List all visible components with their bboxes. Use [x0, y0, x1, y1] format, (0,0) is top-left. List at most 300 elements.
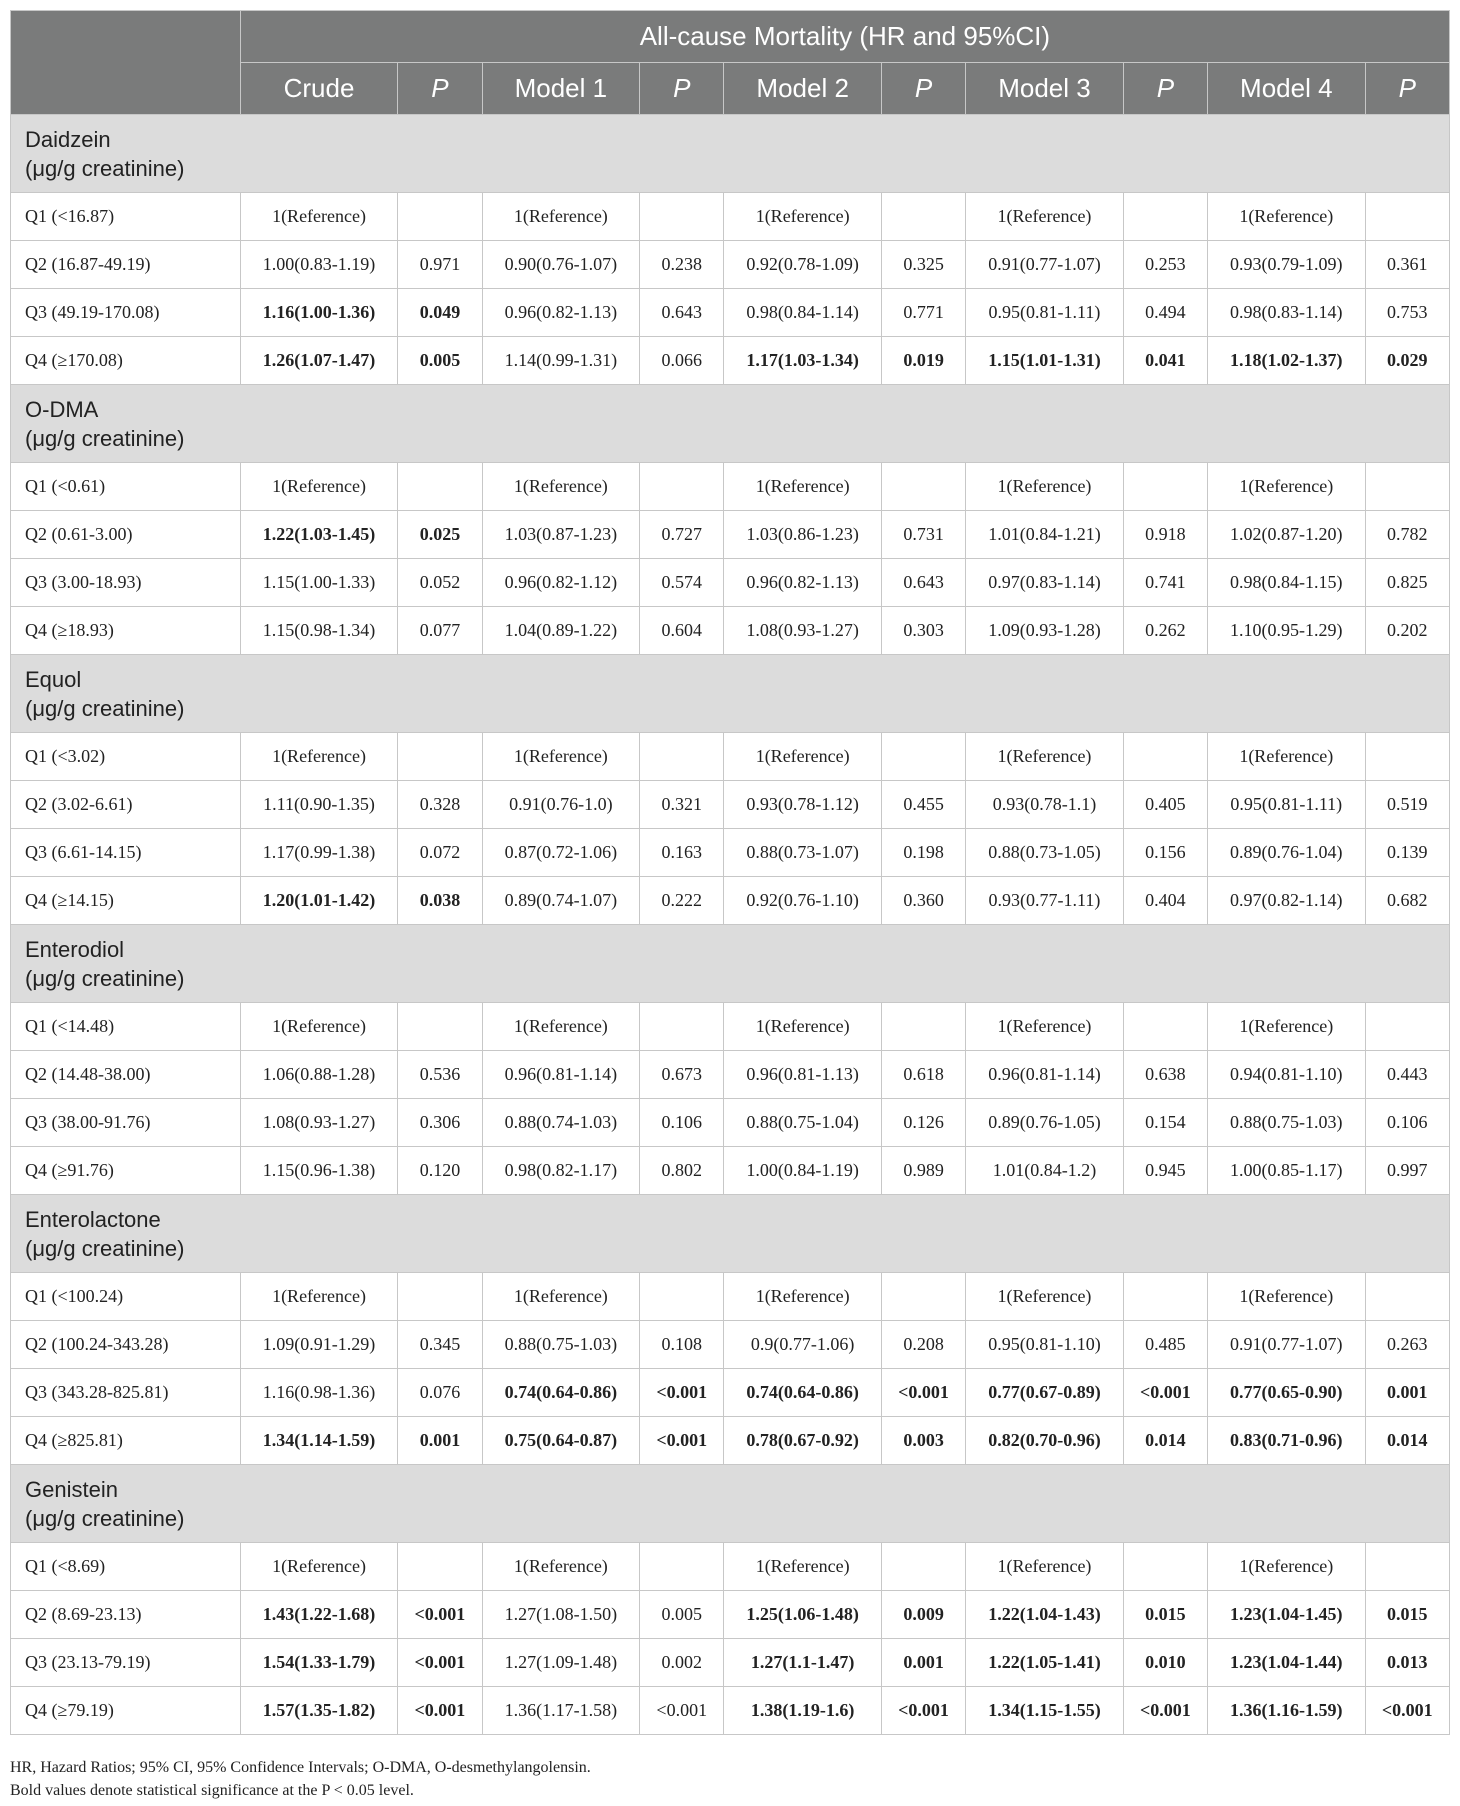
p-value-cell: 0.328 [398, 781, 482, 829]
table-row [11, 193, 1450, 241]
quartile-label: Q4 (≥18.93) [11, 607, 241, 655]
quartile-label: Q2 (0.61-3.00) [11, 511, 241, 559]
p-value-cell: 0.009 [881, 1591, 965, 1639]
quartile-label: Q1 (<14.48) [11, 1003, 241, 1051]
table-container [10, 10, 1450, 1735]
p-value-cell: 0.106 [640, 1099, 724, 1147]
p-value-cell: 0.306 [398, 1099, 482, 1147]
hr-ci-cell: 0.95(0.81-1.11) [966, 289, 1124, 337]
p-value-cell: 0.753 [1365, 289, 1449, 337]
p-value-cell: 0.253 [1123, 241, 1207, 289]
p-value-cell: 0.945 [1123, 1147, 1207, 1195]
quartile-label: Q4 (≥79.19) [11, 1687, 241, 1735]
header-col-model3: Model 3 [966, 63, 1124, 115]
p-value-cell: 0.052 [398, 559, 482, 607]
hr-ci-cell: 1.09(0.93-1.28) [966, 607, 1124, 655]
p-value-cell [881, 733, 965, 781]
p-value-cell: 0.360 [881, 877, 965, 925]
p-value-cell [881, 1543, 965, 1591]
p-value-cell: 0.443 [1365, 1051, 1449, 1099]
hr-ci-cell: 1(Reference) [1208, 193, 1366, 241]
table-row [11, 1099, 1450, 1147]
hr-ci-cell: 1(Reference) [240, 1003, 398, 1051]
hr-ci-cell: 1.15(0.96-1.38) [240, 1147, 398, 1195]
group-unit: (μg/g creatinine) [25, 425, 185, 451]
group-header-row [11, 655, 1450, 733]
hr-ci-cell: 1.38(1.19-1.6) [724, 1687, 882, 1735]
hr-ci-cell: 0.83(0.71-0.96) [1208, 1417, 1366, 1465]
hr-ci-cell: 1.27(1.09-1.48) [482, 1639, 640, 1687]
table-row [11, 1003, 1450, 1051]
hr-ci-cell: 1.26(1.07-1.47) [240, 337, 398, 385]
hr-ci-cell: 0.88(0.75-1.03) [1208, 1099, 1366, 1147]
p-value-cell: 0.404 [1123, 877, 1207, 925]
p-value-cell: 0.222 [640, 877, 724, 925]
header-corner [11, 11, 241, 115]
hr-ci-cell: 1(Reference) [1208, 1543, 1366, 1591]
hr-ci-cell: 0.82(0.70-0.96) [966, 1417, 1124, 1465]
table-row [11, 511, 1450, 559]
quartile-label: Q1 (<8.69) [11, 1543, 241, 1591]
hr-ci-cell: 1.15(0.98-1.34) [240, 607, 398, 655]
p-value-cell: 0.002 [640, 1639, 724, 1687]
table-row [11, 1543, 1450, 1591]
p-value-cell: 0.263 [1365, 1321, 1449, 1369]
table-row [11, 829, 1450, 877]
p-value-cell: <0.001 [1365, 1687, 1449, 1735]
p-value-cell: 0.001 [1365, 1369, 1449, 1417]
group-header-cell [11, 385, 1450, 463]
hr-ci-cell: 1.20(1.01-1.42) [240, 877, 398, 925]
p-value-cell: 0.519 [1365, 781, 1449, 829]
p-value-cell: <0.001 [881, 1687, 965, 1735]
p-value-cell: 0.741 [1123, 559, 1207, 607]
p-value-cell: 0.076 [398, 1369, 482, 1417]
p-value-cell: 0.072 [398, 829, 482, 877]
hr-ci-cell: 1(Reference) [966, 1003, 1124, 1051]
quartile-label: Q1 (<100.24) [11, 1273, 241, 1321]
hr-ci-cell: 1(Reference) [724, 733, 882, 781]
p-value-cell: 0.001 [398, 1417, 482, 1465]
p-value-cell [640, 733, 724, 781]
p-value-cell: 0.001 [881, 1639, 965, 1687]
header-col-p: P [640, 63, 724, 115]
footnote-abbreviations: HR, Hazard Ratios; 95% CI, 95% Confidence Intervals; O-DMA, O-desmethylangolensin. [10, 1759, 591, 1776]
hr-ci-cell: 0.98(0.84-1.15) [1208, 559, 1366, 607]
quartile-label: Q3 (343.28-825.81) [11, 1369, 241, 1417]
hr-ci-cell: 1.15(1.01-1.31) [966, 337, 1124, 385]
p-value-cell: 0.108 [640, 1321, 724, 1369]
p-value-cell: 0.139 [1365, 829, 1449, 877]
hr-ci-cell: 1.25(1.06-1.48) [724, 1591, 882, 1639]
p-value-cell: 0.782 [1365, 511, 1449, 559]
hr-ci-cell: 0.94(0.81-1.10) [1208, 1051, 1366, 1099]
p-value-cell [881, 463, 965, 511]
quartile-label: Q3 (23.13-79.19) [11, 1639, 241, 1687]
table-row [11, 289, 1450, 337]
hr-ci-cell: 1(Reference) [482, 1003, 640, 1051]
hr-ci-cell: 0.88(0.73-1.05) [966, 829, 1124, 877]
hr-ci-cell: 1(Reference) [1208, 733, 1366, 781]
hr-ci-cell: 1.34(1.14-1.59) [240, 1417, 398, 1465]
hr-ci-cell: 0.77(0.67-0.89) [966, 1369, 1124, 1417]
header-col-p: P [881, 63, 965, 115]
quartile-label: Q1 (<3.02) [11, 733, 241, 781]
hr-ci-cell: 1.09(0.91-1.29) [240, 1321, 398, 1369]
group-unit: (μg/g creatinine) [25, 965, 185, 991]
hr-ci-cell: 1.17(1.03-1.34) [724, 337, 882, 385]
p-value-cell [398, 733, 482, 781]
p-value-cell: 0.025 [398, 511, 482, 559]
hr-ci-cell: 0.93(0.79-1.09) [1208, 241, 1366, 289]
table-row [11, 241, 1450, 289]
hr-ci-cell: 0.95(0.81-1.11) [1208, 781, 1366, 829]
group-header-cell [11, 115, 1450, 193]
table-row [11, 877, 1450, 925]
hr-ci-cell: 1(Reference) [966, 193, 1124, 241]
group-title: Equol [25, 666, 82, 692]
hr-ci-cell: 1(Reference) [966, 1543, 1124, 1591]
p-value-cell: 0.405 [1123, 781, 1207, 829]
hr-ci-cell: 1(Reference) [240, 193, 398, 241]
hr-ci-cell: 1(Reference) [240, 1543, 398, 1591]
group-title: Daidzein [25, 126, 111, 152]
p-value-cell: 0.303 [881, 607, 965, 655]
hr-ci-cell: 0.74(0.64-0.86) [482, 1369, 640, 1417]
hr-ci-cell: 0.93(0.77-1.11) [966, 877, 1124, 925]
p-value-cell: 0.971 [398, 241, 482, 289]
hr-ci-cell: 0.88(0.73-1.07) [724, 829, 882, 877]
p-value-cell: 0.038 [398, 877, 482, 925]
table-row [11, 1639, 1450, 1687]
table-body [11, 115, 1450, 1735]
p-value-cell: 0.202 [1365, 607, 1449, 655]
hr-ci-cell: 1.04(0.89-1.22) [482, 607, 640, 655]
hr-ci-cell: 0.78(0.67-0.92) [724, 1417, 882, 1465]
p-value-cell: 0.455 [881, 781, 965, 829]
quartile-label: Q2 (14.48-38.00) [11, 1051, 241, 1099]
p-value-cell: 0.041 [1123, 337, 1207, 385]
quartile-label: Q4 (≥14.15) [11, 877, 241, 925]
p-value-cell: 0.126 [881, 1099, 965, 1147]
hr-ci-cell: 1.08(0.93-1.27) [724, 607, 882, 655]
footnote-bold-meaning: Bold values denote statistical significance at the P < 0.05 level. [10, 1782, 414, 1799]
header-col-crude: Crude [240, 63, 398, 115]
p-value-cell [398, 1273, 482, 1321]
p-value-cell: 0.494 [1123, 289, 1207, 337]
p-value-cell: 0.485 [1123, 1321, 1207, 1369]
table-row [11, 607, 1450, 655]
p-value-cell: <0.001 [881, 1369, 965, 1417]
p-value-cell: 0.673 [640, 1051, 724, 1099]
p-value-cell: 0.015 [1365, 1591, 1449, 1639]
p-value-cell: 0.997 [1365, 1147, 1449, 1195]
hr-ci-cell: 1.36(1.16-1.59) [1208, 1687, 1366, 1735]
group-title: Genistein [25, 1476, 118, 1502]
p-value-cell: <0.001 [1123, 1369, 1207, 1417]
hr-ci-cell: 1(Reference) [724, 1543, 882, 1591]
hr-ci-cell: 0.9(0.77-1.06) [724, 1321, 882, 1369]
group-unit: (μg/g creatinine) [25, 155, 185, 181]
hr-ci-cell: 1.22(1.03-1.45) [240, 511, 398, 559]
hr-ci-cell: 0.98(0.84-1.14) [724, 289, 882, 337]
p-value-cell: 0.015 [1123, 1591, 1207, 1639]
hr-ci-cell: 0.77(0.65-0.90) [1208, 1369, 1366, 1417]
hr-ci-cell: 1.08(0.93-1.27) [240, 1099, 398, 1147]
p-value-cell: 0.321 [640, 781, 724, 829]
p-value-cell: 0.262 [1123, 607, 1207, 655]
group-unit: (μg/g creatinine) [25, 1505, 185, 1531]
p-value-cell: <0.001 [1123, 1687, 1207, 1735]
p-value-cell: 0.003 [881, 1417, 965, 1465]
table-header [11, 11, 1450, 115]
p-value-cell: <0.001 [640, 1417, 724, 1465]
table-row [11, 1321, 1450, 1369]
p-value-cell: 0.604 [640, 607, 724, 655]
p-value-cell: 0.019 [881, 337, 965, 385]
quartile-label: Q4 (≥825.81) [11, 1417, 241, 1465]
p-value-cell: 0.345 [398, 1321, 482, 1369]
p-value-cell [1365, 193, 1449, 241]
hr-ci-cell: 1(Reference) [724, 463, 882, 511]
p-value-cell: 0.014 [1365, 1417, 1449, 1465]
hr-ci-cell: 1.36(1.17-1.58) [482, 1687, 640, 1735]
p-value-cell: 0.106 [1365, 1099, 1449, 1147]
hr-ci-cell: 0.93(0.78-1.12) [724, 781, 882, 829]
hr-ci-cell: 1.15(1.00-1.33) [240, 559, 398, 607]
hr-ci-cell: 1.27(1.08-1.50) [482, 1591, 640, 1639]
p-value-cell: 0.156 [1123, 829, 1207, 877]
hr-ci-cell: 1(Reference) [724, 1273, 882, 1321]
p-value-cell: 0.010 [1123, 1639, 1207, 1687]
quartile-label: Q2 (8.69-23.13) [11, 1591, 241, 1639]
hr-ci-cell: 0.96(0.81-1.14) [966, 1051, 1124, 1099]
group-unit: (μg/g creatinine) [25, 695, 185, 721]
hr-ci-cell: 1.06(0.88-1.28) [240, 1051, 398, 1099]
p-value-cell [398, 1003, 482, 1051]
quartile-label: Q3 (6.61-14.15) [11, 829, 241, 877]
p-value-cell [1123, 1003, 1207, 1051]
quartile-label: Q4 (≥170.08) [11, 337, 241, 385]
p-value-cell: 0.574 [640, 559, 724, 607]
hr-ci-cell: 1.22(1.04-1.43) [966, 1591, 1124, 1639]
p-value-cell: 0.014 [1123, 1417, 1207, 1465]
p-value-cell [398, 193, 482, 241]
table-row [11, 733, 1450, 781]
p-value-cell [1365, 1003, 1449, 1051]
p-value-cell [1365, 463, 1449, 511]
group-header-row [11, 385, 1450, 463]
p-value-cell: 0.643 [881, 559, 965, 607]
hr-ci-cell: 1(Reference) [724, 1003, 882, 1051]
p-value-cell: 0.163 [640, 829, 724, 877]
hr-ci-cell: 0.91(0.76-1.0) [482, 781, 640, 829]
p-value-cell: 0.005 [398, 337, 482, 385]
hr-ci-cell: 1.57(1.35-1.82) [240, 1687, 398, 1735]
p-value-cell [1365, 733, 1449, 781]
group-header-row [11, 1465, 1450, 1543]
hr-ci-cell: 0.88(0.74-1.03) [482, 1099, 640, 1147]
hr-ci-cell: 0.89(0.76-1.05) [966, 1099, 1124, 1147]
header-col-model1: Model 1 [482, 63, 640, 115]
table-row [11, 337, 1450, 385]
hr-ci-cell: 0.89(0.74-1.07) [482, 877, 640, 925]
hr-ci-cell: 0.95(0.81-1.10) [966, 1321, 1124, 1369]
hr-ci-cell: 1.02(0.87-1.20) [1208, 511, 1366, 559]
hr-ci-cell: 1.03(0.87-1.23) [482, 511, 640, 559]
hr-ci-cell: 1.43(1.22-1.68) [240, 1591, 398, 1639]
hr-ci-cell: 1.34(1.15-1.55) [966, 1687, 1124, 1735]
hr-ci-cell: 1(Reference) [240, 463, 398, 511]
p-value-cell [640, 1543, 724, 1591]
p-value-cell: 0.727 [640, 511, 724, 559]
p-value-cell: 0.618 [881, 1051, 965, 1099]
header-col-model2: Model 2 [724, 63, 882, 115]
hr-ci-cell: 0.96(0.81-1.13) [724, 1051, 882, 1099]
hr-ci-cell: 1.10(0.95-1.29) [1208, 607, 1366, 655]
hr-ci-cell: 0.88(0.75-1.03) [482, 1321, 640, 1369]
hr-ci-cell: 1(Reference) [724, 193, 882, 241]
hr-ci-cell: 1.16(0.98-1.36) [240, 1369, 398, 1417]
p-value-cell: 0.771 [881, 289, 965, 337]
hr-ci-cell: 1(Reference) [482, 1543, 640, 1591]
hr-ci-cell: 1(Reference) [966, 1273, 1124, 1321]
quartile-label: Q2 (3.02-6.61) [11, 781, 241, 829]
group-header-cell [11, 1195, 1450, 1273]
quartile-label: Q2 (100.24-343.28) [11, 1321, 241, 1369]
table-row [11, 1147, 1450, 1195]
group-title: Enterodiol [25, 936, 125, 962]
p-value-cell [881, 1273, 965, 1321]
table-row [11, 559, 1450, 607]
hr-ci-cell: 1.00(0.83-1.19) [240, 241, 398, 289]
hr-ci-cell: 0.93(0.78-1.1) [966, 781, 1124, 829]
table-row [11, 1687, 1450, 1735]
p-value-cell [1123, 193, 1207, 241]
hr-ci-cell: 1.23(1.04-1.45) [1208, 1591, 1366, 1639]
hr-ci-cell: 0.98(0.83-1.14) [1208, 289, 1366, 337]
p-value-cell: 0.536 [398, 1051, 482, 1099]
hr-ci-cell: 0.96(0.81-1.14) [482, 1051, 640, 1099]
hr-ci-cell: 1(Reference) [482, 193, 640, 241]
header-col-p: P [398, 63, 482, 115]
group-header-row [11, 1195, 1450, 1273]
p-value-cell: 0.077 [398, 607, 482, 655]
hr-ci-cell: 0.98(0.82-1.17) [482, 1147, 640, 1195]
p-value-cell: 0.918 [1123, 511, 1207, 559]
hr-ci-cell: 1(Reference) [482, 463, 640, 511]
p-value-cell: 0.638 [1123, 1051, 1207, 1099]
p-value-cell [640, 193, 724, 241]
p-value-cell [881, 1003, 965, 1051]
p-value-cell: 0.154 [1123, 1099, 1207, 1147]
p-value-cell [1123, 463, 1207, 511]
p-value-cell [640, 1003, 724, 1051]
p-value-cell: 0.825 [1365, 559, 1449, 607]
hr-ci-cell: 1.17(0.99-1.38) [240, 829, 398, 877]
table-row [11, 1273, 1450, 1321]
p-value-cell [1365, 1543, 1449, 1591]
p-value-cell: <0.001 [398, 1639, 482, 1687]
hr-ci-cell: 1.00(0.84-1.19) [724, 1147, 882, 1195]
header-span-title: All-cause Mortality (HR and 95%CI) [240, 11, 1449, 63]
quartile-label: Q1 (<0.61) [11, 463, 241, 511]
p-value-cell: 0.120 [398, 1147, 482, 1195]
hr-ci-cell: 1.03(0.86-1.23) [724, 511, 882, 559]
p-value-cell: 0.013 [1365, 1639, 1449, 1687]
p-value-cell: 0.238 [640, 241, 724, 289]
hr-ci-cell: 1(Reference) [966, 733, 1124, 781]
quartile-label: Q3 (3.00-18.93) [11, 559, 241, 607]
p-value-cell: <0.001 [640, 1369, 724, 1417]
hr-ci-cell: 1.14(0.99-1.31) [482, 337, 640, 385]
quartile-label: Q1 (<16.87) [11, 193, 241, 241]
p-value-cell: <0.001 [398, 1687, 482, 1735]
hr-ci-cell: 0.87(0.72-1.06) [482, 829, 640, 877]
p-value-cell: 0.643 [640, 289, 724, 337]
p-value-cell: 0.029 [1365, 337, 1449, 385]
hr-ci-cell: 1.18(1.02-1.37) [1208, 337, 1366, 385]
hr-ci-cell: 1(Reference) [240, 733, 398, 781]
hr-ci-cell: 0.74(0.64-0.86) [724, 1369, 882, 1417]
hr-ci-cell: 1.22(1.05-1.41) [966, 1639, 1124, 1687]
header-col-model4: Model 4 [1208, 63, 1366, 115]
hr-ci-cell: 1.27(1.1-1.47) [724, 1639, 882, 1687]
hr-ci-cell: 0.97(0.82-1.14) [1208, 877, 1366, 925]
p-value-cell: 0.682 [1365, 877, 1449, 925]
hr-ci-cell: 1.23(1.04-1.44) [1208, 1639, 1366, 1687]
quartile-label: Q3 (38.00-91.76) [11, 1099, 241, 1147]
hr-ci-cell: 1.01(0.84-1.21) [966, 511, 1124, 559]
p-value-cell: 0.198 [881, 829, 965, 877]
group-header-row [11, 115, 1450, 193]
p-value-cell: <0.001 [640, 1687, 724, 1735]
quartile-label: Q4 (≥91.76) [11, 1147, 241, 1195]
hr-ci-cell: 1.00(0.85-1.17) [1208, 1147, 1366, 1195]
p-value-cell [1365, 1273, 1449, 1321]
p-value-cell [1123, 733, 1207, 781]
group-unit: (μg/g creatinine) [25, 1235, 185, 1261]
p-value-cell [1123, 1273, 1207, 1321]
group-title: O-DMA [25, 396, 99, 422]
p-value-cell: 0.049 [398, 289, 482, 337]
p-value-cell: <0.001 [398, 1591, 482, 1639]
table-row [11, 781, 1450, 829]
hr-ci-cell: 1(Reference) [482, 1273, 640, 1321]
table-row [11, 1369, 1450, 1417]
hr-ci-cell: 0.91(0.77-1.07) [1208, 1321, 1366, 1369]
p-value-cell: 0.731 [881, 511, 965, 559]
hr-ci-cell: 0.88(0.75-1.04) [724, 1099, 882, 1147]
group-header-cell [11, 655, 1450, 733]
p-value-cell: 0.066 [640, 337, 724, 385]
hr-ci-cell: 0.96(0.82-1.13) [724, 559, 882, 607]
hr-ci-cell: 0.90(0.76-1.07) [482, 241, 640, 289]
quartile-label: Q2 (16.87-49.19) [11, 241, 241, 289]
hr-ci-cell: 1(Reference) [482, 733, 640, 781]
quartile-label: Q3 (49.19-170.08) [11, 289, 241, 337]
header-col-p: P [1123, 63, 1207, 115]
hr-ci-cell: 0.91(0.77-1.07) [966, 241, 1124, 289]
p-value-cell: 0.989 [881, 1147, 965, 1195]
hr-ci-cell: 1(Reference) [240, 1273, 398, 1321]
p-value-cell: 0.208 [881, 1321, 965, 1369]
hr-ci-cell: 1.16(1.00-1.36) [240, 289, 398, 337]
hr-ci-cell: 0.89(0.76-1.04) [1208, 829, 1366, 877]
table-row [11, 1417, 1450, 1465]
mortality-table [10, 10, 1450, 1735]
hr-ci-cell: 1.01(0.84-1.2) [966, 1147, 1124, 1195]
